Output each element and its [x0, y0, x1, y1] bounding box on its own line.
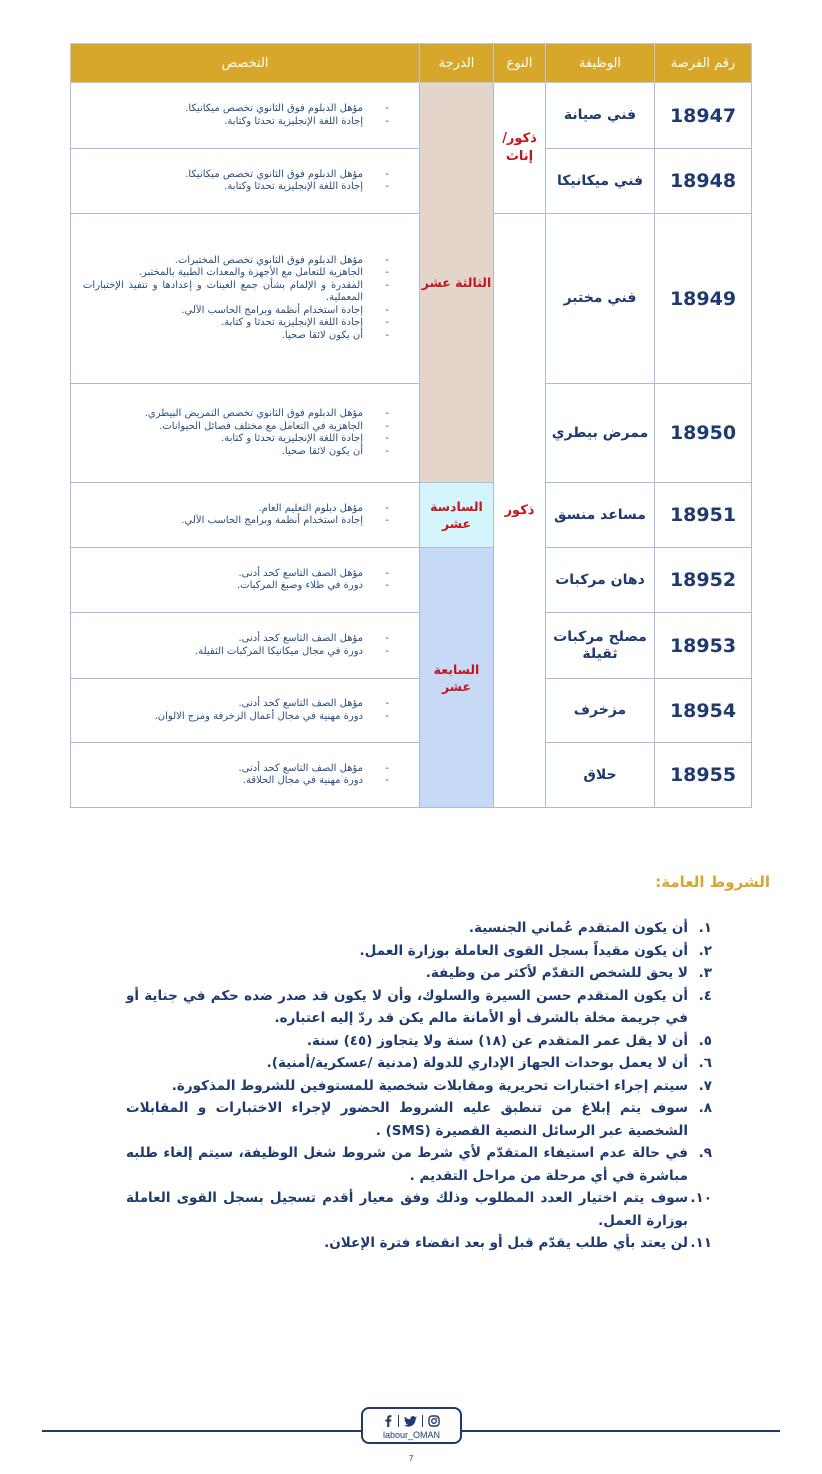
condition-number: ٦.	[698, 1055, 712, 1071]
condition-item	[126, 1232, 712, 1255]
condition-item	[126, 940, 712, 963]
spec-item: - إجادة استخدام أنظمة وبرامج الحاسب الآلي.	[83, 305, 401, 318]
spec-item: - مؤهل الصف التاسع كحد أدنى.	[83, 698, 401, 711]
header-number: رقم الفرصة	[655, 44, 752, 83]
condition-text: أن يكون مقيداً بسجل القوى العاملة بوزارة العمل.	[359, 942, 688, 959]
specialization-cell	[71, 149, 420, 214]
spec-item: - مؤهل دبلوم التعليم العام.	[83, 503, 401, 516]
spec-item: - مؤهل الصف التاسع كحد أدنى.	[83, 568, 401, 581]
opportunity-number: 18954	[655, 679, 752, 743]
header-specialization: التخصص	[71, 44, 420, 83]
facebook-icon[interactable]	[383, 1412, 393, 1431]
job-title: مساعد منسق	[546, 483, 655, 548]
gender-cell: ذكور/ إناث	[494, 83, 546, 214]
condition-number: ١.	[698, 920, 712, 936]
spec-item: - مؤهل الصف التاسع كحد أدنى.	[83, 763, 401, 776]
specialization-cell	[71, 214, 420, 384]
table-row	[71, 384, 752, 483]
spec-item: - أن يكون لائقا صحيا.	[83, 330, 401, 343]
opportunity-number: 18951	[655, 483, 752, 548]
spec-item: - إجادة استخدام أنظمة وبرامج الحاسب الآلي.	[83, 515, 401, 528]
table-row	[71, 149, 752, 214]
specialization-cell	[71, 743, 420, 808]
job-title: ممرض بيطري	[546, 384, 655, 483]
opportunity-number: 18948	[655, 149, 752, 214]
spec-item: - إجادة اللغة الإنجليزية تحدثا وكتابة.	[83, 181, 401, 194]
spec-item: - مؤهل الدبلوم فوق الثانوي تخصص ميكانيكا.	[83, 103, 401, 116]
job-title: فني ميكانيكا	[546, 149, 655, 214]
condition-number: ٨.	[698, 1100, 712, 1116]
job-title: فني صيانة	[546, 83, 655, 149]
spec-item: - أن يكون لائقا صحيا.	[83, 446, 401, 459]
table-row	[71, 548, 752, 613]
page-number: 7	[408, 1454, 414, 1463]
grade-cell: السادسة عشر	[420, 483, 494, 548]
social-footer	[361, 1407, 462, 1444]
table-row	[71, 83, 752, 149]
condition-item	[126, 1187, 712, 1232]
job-title: مصلح مركبات ثقيلة	[546, 613, 655, 679]
spec-item: - إجادة اللغة الإنجليزية تحدثا وكتابة.	[83, 116, 401, 129]
table-row	[71, 743, 752, 808]
condition-text: سيتم إجراء اختبارات تحريرية ومقابلات شخصية للمستوفين للشروط المذكورة.	[171, 1077, 688, 1094]
footer-line-left	[42, 1430, 361, 1432]
instagram-icon[interactable]	[428, 1412, 440, 1431]
condition-number: ٢.	[698, 942, 712, 959]
social-handle[interactable]: labour_OMAN	[382, 1430, 441, 1440]
grade-cell: الثالثة عشر	[420, 83, 494, 483]
opportunity-number: 18953	[655, 613, 752, 679]
condition-item	[126, 962, 712, 985]
spec-item: - دورة مهنية في مجال أعمال الزخرفة ومزج الالوان.	[83, 711, 401, 724]
table-row	[71, 613, 752, 679]
condition-text: أن يكون المتقدم عُماني الجنسية.	[468, 920, 688, 936]
condition-number: ١١.	[690, 1235, 712, 1251]
header-grade: الدرجة	[420, 44, 494, 83]
spec-item: - مؤهل الصف التاسع كحد أدنى.	[83, 633, 401, 646]
job-title: دهان مركبات	[546, 548, 655, 613]
footer-separator	[422, 1415, 423, 1427]
opportunity-number: 18949	[655, 214, 752, 384]
condition-item	[126, 1075, 712, 1098]
condition-item	[126, 1097, 712, 1142]
condition-item	[126, 985, 712, 1030]
gender-cell: ذكور	[494, 214, 546, 808]
condition-item	[126, 1142, 712, 1187]
twitter-icon[interactable]	[404, 1412, 417, 1431]
condition-number: ٧.	[698, 1077, 712, 1094]
spec-item: - مؤهل الدبلوم فوق الثانوي تخصص المختبرات.	[83, 255, 401, 268]
condition-number: ١٠.	[690, 1190, 712, 1206]
footer-separator	[398, 1415, 399, 1427]
specialization-cell	[71, 384, 420, 483]
conditions-title: الشروط العامة:	[655, 873, 770, 891]
condition-text: أن يكون المتقدم حسن السيرة والسلوك، وأن لا يكون قد صدر ضده حكم في جناية أو في جريمة مخلة بالشرف أو الأمانة مالم يكن قد ردّ إليه اعتباره.	[126, 987, 688, 1026]
spec-item: - مؤهل الدبلوم فوق الثانوي تخصص ميكانيكا.	[83, 169, 401, 182]
spec-item: - إجادة اللغة الإنجليزية تحدثا و كتابة.	[83, 317, 401, 330]
spec-item: - دورة في مجال ميكانيكا المركبات الثقيلة.	[83, 646, 401, 659]
condition-number: ٩.	[698, 1145, 712, 1161]
spec-item: - الجاهزية في التعامل مع مختلف فصائل الحيوانات.	[83, 421, 401, 434]
header-job: الوظيفة	[546, 44, 655, 83]
table-row	[71, 679, 752, 743]
condition-item	[126, 1052, 712, 1075]
job-title: حلاق	[546, 743, 655, 808]
jobs-table	[70, 43, 752, 808]
job-title: فني مختبر	[546, 214, 655, 384]
specialization-cell	[71, 613, 420, 679]
header-gender: النوع	[494, 44, 546, 83]
condition-text: لا يحق للشخص التقدّم لأكثر من وظيفة.	[425, 965, 688, 981]
spec-item: - إجادة اللغة الإنجليزية تحدثا و كتابة.	[83, 433, 401, 446]
table-header-row	[71, 44, 752, 83]
condition-number: ٥.	[698, 1032, 712, 1049]
condition-text: أن لا يعمل بوحدات الجهاز الإداري للدولة (مدنية /عسكرية/أمنية).	[266, 1055, 688, 1071]
spec-item: - المقدرة و الإلمام بشأن جمع العينات و إعدادها و تنفيذ الإختبارات المعملية.	[83, 280, 401, 305]
table-row	[71, 214, 752, 384]
specialization-cell	[71, 548, 420, 613]
spec-item: - دورة مهنية في مجال الحلاقة.	[83, 775, 401, 788]
spec-item: - دورة في طلاء وصبغ المركبات.	[83, 580, 401, 593]
table-row	[71, 483, 752, 548]
spec-item: - الجاهزية للتعامل مع الأجهزة والمعدات الطبية بالمختبر.	[83, 267, 401, 280]
specialization-cell	[71, 83, 420, 149]
grade-cell: السابعة عشر	[420, 548, 494, 808]
condition-text: سوف يتم إبلاغ من تنطبق عليه الشروط الحضور لإجراء الاختبارات و المقابلات الشخصية عبر الرسائل النصية القصيرة (SMS) .	[126, 1100, 688, 1139]
conditions-list	[126, 917, 712, 1255]
condition-item	[126, 917, 712, 940]
opportunity-number: 18947	[655, 83, 752, 149]
condition-text: في حالة عدم استيفاء المتقدّم لأي شرط من شروط شغل الوظيفة، سيتم إلغاء طلبه مباشرة في أي مرحلة من مراحل التقديم .	[126, 1145, 688, 1184]
condition-text: لن يعتد بأي طلب يقدّم قبل أو بعد انقضاء فترة الإعلان.	[324, 1235, 688, 1251]
condition-number: ٣.	[698, 965, 712, 981]
condition-number: ٤.	[698, 987, 712, 1004]
condition-text: أن لا يقل عمر المتقدم عن (١٨) سنة ولا يتجاوز (٤٥) سنة.	[306, 1032, 688, 1049]
specialization-cell	[71, 483, 420, 548]
opportunity-number: 18952	[655, 548, 752, 613]
condition-text: سوف يتم اختيار العدد المطلوب وذلك وفق معيار أقدم تسجيل بسجل القوى العاملة بوزارة العمل.	[126, 1190, 688, 1229]
condition-item	[126, 1030, 712, 1053]
opportunity-number: 18950	[655, 384, 752, 483]
job-title: مزخرف	[546, 679, 655, 743]
opportunity-number: 18955	[655, 743, 752, 808]
specialization-cell	[71, 679, 420, 743]
spec-item: - مؤهل الدبلوم فوق الثانوي تخصص التمريض البيطري.	[83, 408, 401, 421]
footer-line-right	[462, 1430, 780, 1432]
